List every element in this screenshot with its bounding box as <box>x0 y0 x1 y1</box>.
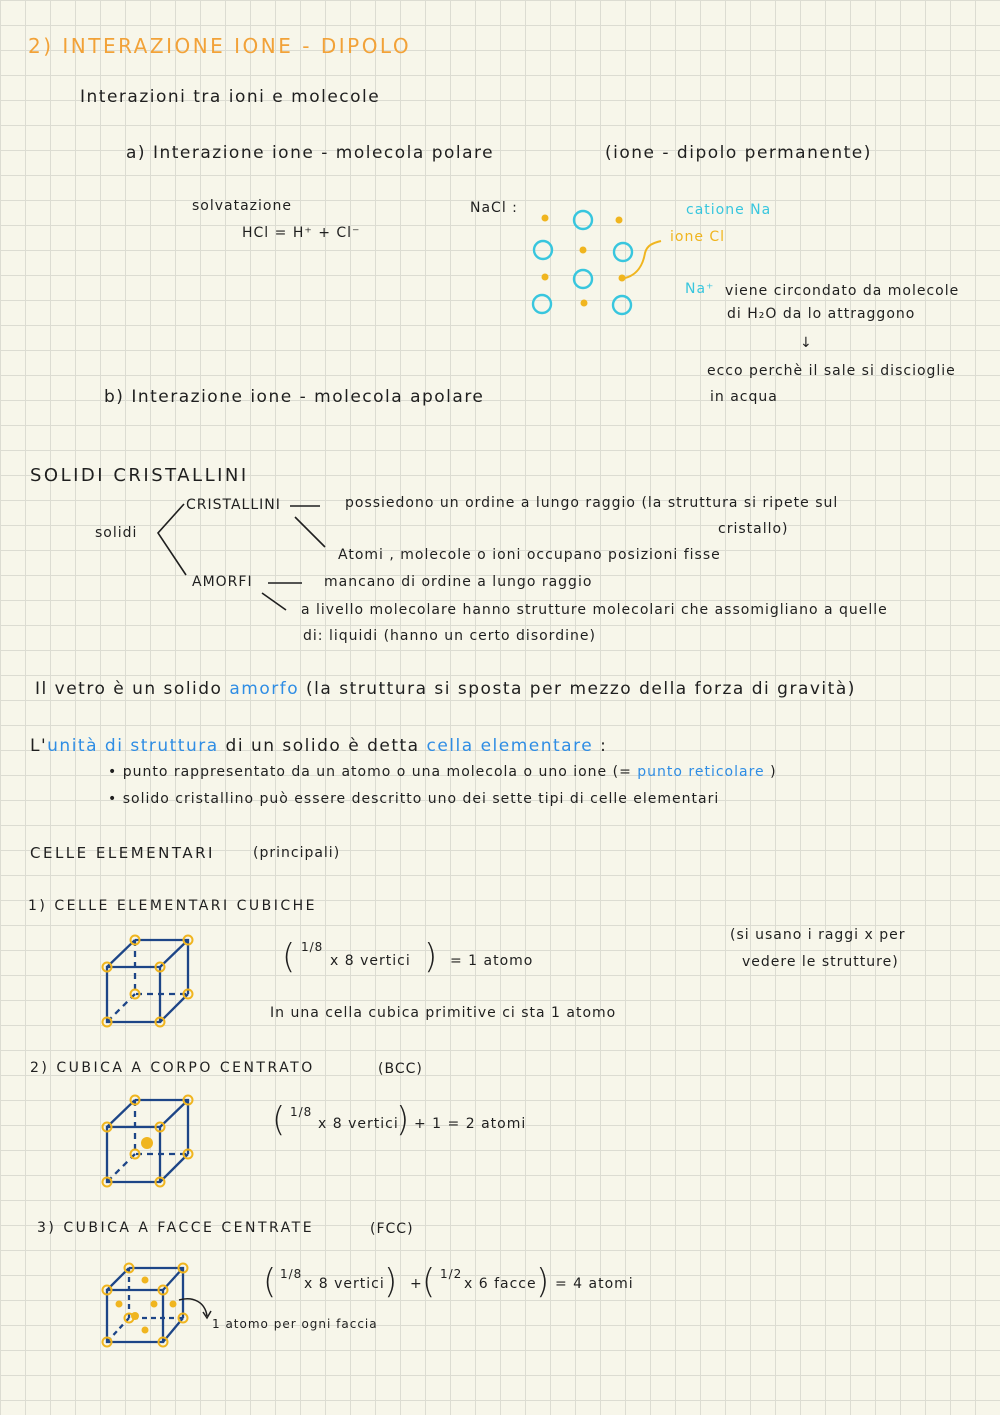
cubiche-heading: 1) CELLE ELEMENTARI CUBICHE <box>28 898 317 914</box>
cube-bcc-diagram <box>95 1090 205 1190</box>
cl-ion-dot <box>581 300 588 307</box>
na-ion-circle <box>613 296 631 314</box>
face-atom-right <box>170 1301 177 1308</box>
diagonal-line <box>295 517 325 547</box>
xray-note-1: (si usano i raggi x per <box>730 927 906 943</box>
paren-close: ) <box>536 1262 550 1302</box>
cl-ion-dot <box>542 215 549 222</box>
na-ion-circle <box>533 295 551 313</box>
fraction: 1/2 <box>440 1267 463 1281</box>
cristallini-desc-2: cristallo) <box>718 521 789 537</box>
branch-amorfi: AMORFI <box>192 574 253 590</box>
cristallini-desc-3: Atomi , molecole o ioni occupano posizioni fisse <box>338 547 721 563</box>
na-ion-circle <box>534 241 552 259</box>
unita-pre: L' <box>30 736 48 756</box>
paren-open: ( <box>272 1100 286 1140</box>
unita-cella: cella elementare <box>426 736 594 756</box>
formula-result: = 4 atomi <box>555 1276 634 1292</box>
bullet-1-pre: • punto rappresentato da un atomo o una molecola o uno ione (= <box>108 764 632 780</box>
cl-ion-dot <box>580 247 587 254</box>
vetro-text <box>35 681 856 698</box>
paren-open: ( <box>422 1262 436 1302</box>
cube-primitive-diagram <box>95 930 205 1030</box>
unita-highlight: unità di struttura <box>47 736 219 756</box>
formula-text: x 6 facce <box>464 1276 537 1292</box>
fraction: 1/8 <box>280 1267 303 1281</box>
celle-title: CELLE ELEMENTARI <box>30 844 215 862</box>
fcc-heading: 3) CUBICA A FACCE CENTRATE <box>37 1220 315 1236</box>
solvation-equation: HCl = H⁺ + Cl⁻ <box>242 225 361 241</box>
unita-mid: di un solido è detta <box>225 736 420 756</box>
subsection-a-paren: (ione - dipolo permanente) <box>605 143 872 163</box>
bcc-abbr: (BCC) <box>378 1061 423 1077</box>
solvation-note-3: ecco perchè il sale si discioglie <box>707 363 956 379</box>
face-atom-bottom <box>142 1327 149 1334</box>
celle-title-paren: (principali) <box>253 845 341 861</box>
face-atom-note: 1 atomo per ogni faccia <box>212 1317 378 1331</box>
vetro-amorfo: amorfo <box>229 679 300 699</box>
solidi-title: SOLIDI CRISTALLINI <box>30 465 249 486</box>
amorfi-desc-1: mancano di ordine a lungo raggio <box>324 574 593 590</box>
na-ion-label: Na⁺ <box>685 281 715 297</box>
formula-text: x 8 vertici <box>330 953 411 969</box>
solvation-note-1: viene circondato da molecole <box>725 283 960 299</box>
paren-close: ) <box>384 1262 398 1302</box>
unita-struttura-line <box>30 738 607 755</box>
paren-close: ) <box>396 1100 410 1140</box>
bullet-2: • solido cristallino può essere descritto uno dei sette tipi di celle elementari <box>108 791 720 807</box>
formula-result: + 1 = 2 atomi <box>414 1116 527 1132</box>
fraction: 1/8 <box>290 1105 313 1119</box>
face-atom-top <box>151 1301 158 1308</box>
cristallini-desc-1: possiedono un ordine a lungo raggio (la struttura si ripete sul <box>345 495 839 511</box>
cl-ion-dot <box>616 217 623 224</box>
face-atom-front <box>131 1312 139 1320</box>
formula-plus: + <box>410 1276 423 1292</box>
nacl-label: NaCl : <box>470 200 518 216</box>
formula-result: = 1 atomo <box>450 953 534 969</box>
solvation-label: solvatazione <box>192 198 292 214</box>
na-ion-circle <box>574 211 592 229</box>
bullet-1 <box>108 765 777 779</box>
vetro-post: (la struttura si sposta per mezzo della forza di gravità) <box>306 679 856 699</box>
solvation-note-2: di H₂O da lo attraggono <box>727 306 916 322</box>
face-atom-left <box>116 1301 123 1308</box>
na-ion-circle <box>614 243 632 261</box>
legend-anion: ione Cl <box>670 229 726 245</box>
paren-open: ( <box>282 937 296 977</box>
branch-cristallini: CRISTALLINI <box>186 497 281 513</box>
solvation-note-4: in acqua <box>710 389 778 405</box>
paren-open: ( <box>263 1262 277 1302</box>
legend-cation: catione Na <box>686 202 772 218</box>
nacl-lattice-diagram <box>525 205 655 320</box>
amorfi-desc-3: di: liquidi (hanno un certo disordine) <box>303 628 596 644</box>
bullet-1-post: ) <box>770 764 777 780</box>
body-center-atom <box>141 1137 153 1149</box>
cube-fcc-diagram <box>95 1260 220 1360</box>
diagonal-line <box>262 593 286 610</box>
na-ion-circle <box>574 270 592 288</box>
cl-ion-dot <box>619 275 626 282</box>
unita-colon: : <box>600 736 608 756</box>
xray-note-2: vedere le strutture) <box>742 954 899 970</box>
amorfi-desc-2: a livello molecolare hanno strutture molecolari che assomigliano a quelle <box>301 602 888 618</box>
formula-text: x 8 vertici <box>318 1116 399 1132</box>
fraction: 1/8 <box>301 940 324 954</box>
face-atom-back-top <box>142 1277 149 1284</box>
fcc-abbr: (FCC) <box>370 1221 414 1237</box>
primitive-note: In una cella cubica primitive ci sta 1 atomo <box>270 1005 617 1021</box>
vetro-pre: Il vetro è un solido <box>35 679 223 699</box>
cl-ion-dot <box>542 274 549 281</box>
branch-lines <box>158 504 186 575</box>
solidi-root: solidi <box>95 525 138 541</box>
formula-text: x 8 vertici <box>304 1276 385 1292</box>
bullet-1-highlight: punto reticolare <box>637 764 765 780</box>
subsection-b-label: b) Interazione ione - molecola apolare <box>104 387 485 407</box>
down-arrow: ↓ <box>800 335 813 351</box>
subsection-a-label: a) Interazione ione - molecola polare <box>126 143 495 163</box>
section-title: 2) INTERAZIONE IONE - DIPOLO <box>28 34 412 58</box>
section-subtitle: Interazioni tra ioni e molecole <box>80 87 381 107</box>
paren-close: ) <box>424 937 438 977</box>
bcc-heading: 2) CUBICA A CORPO CENTRATO <box>30 1060 315 1076</box>
